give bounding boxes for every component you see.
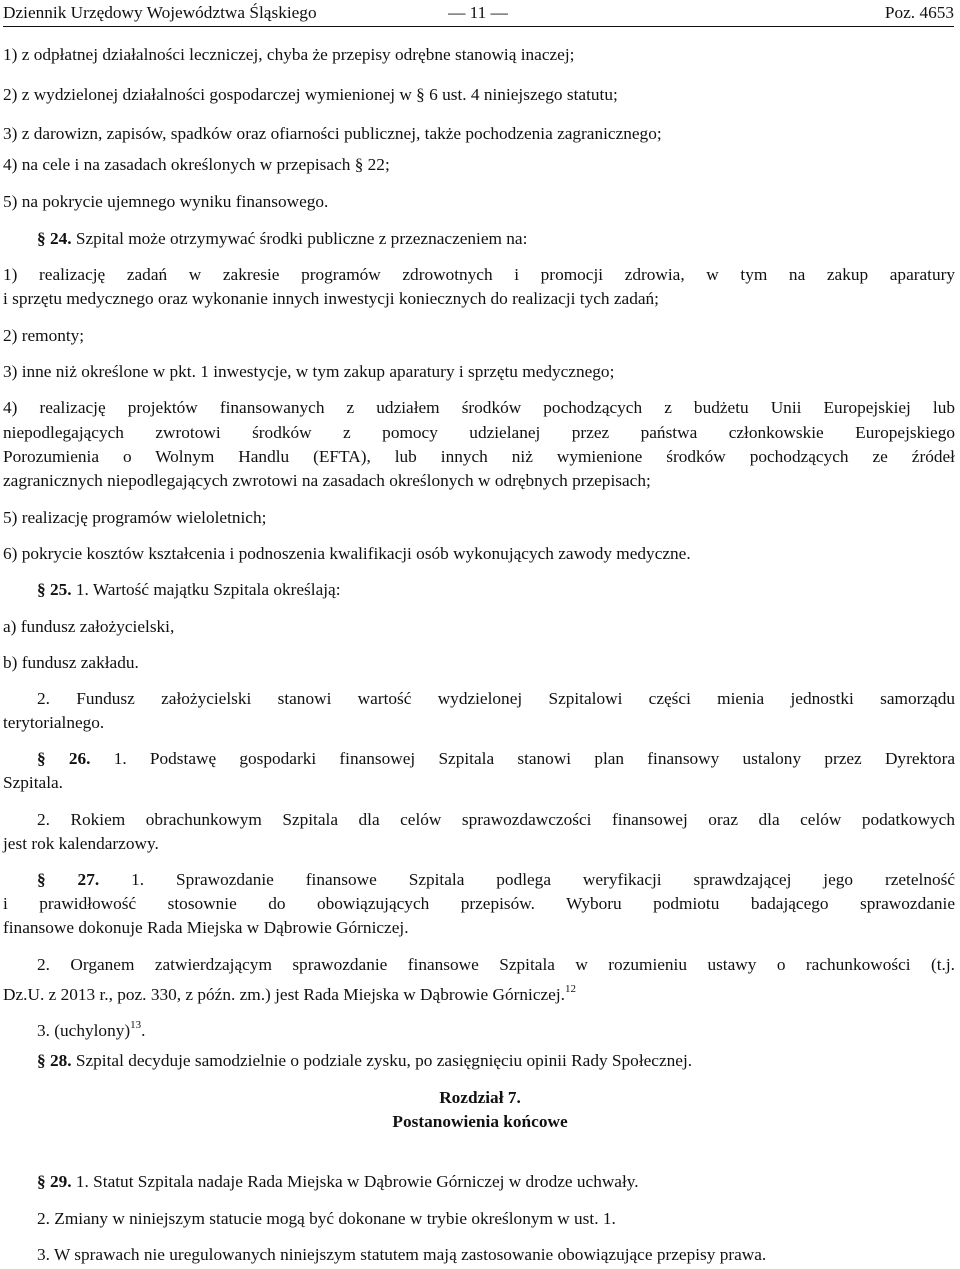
list-item: 2) z wydzielonej działalności gospodarczej wymienionej w § 6 ust. 4 niniejszego statutu; xyxy=(3,85,618,104)
paragraph-text: Szpital decyduje samodzielnie o podziale zysku, po zasięgnięciu opinii Rady Społecznej. xyxy=(71,1051,693,1070)
list-item: 4) realizację projektów finansowanych z udziałem środków pochodzących z budżetu Unii Europejskiej lub xyxy=(3,398,955,417)
chapter-number: Rozdział 7. xyxy=(439,1088,521,1107)
list-item: 1) z odpłatnej działalności leczniczej, chyba że przepisy odrębne stanowią inaczej; xyxy=(3,45,575,64)
paragraph-text: 1. Statut Szpitala nadaje Rada Miejska w Dąbrowie Górniczej w drodze uchwały. xyxy=(71,1172,639,1191)
list-item-continuation: niepodlegających zwrotowi środków z pomocy udzielanej przez państwa członkowskie Europejskiego xyxy=(3,423,955,442)
paragraph-27 xyxy=(37,870,955,890)
list-item-continuation: i sprzętu medycznego oraz wykonanie innych inwestycji koniecznych do realizacji tych zadań; xyxy=(3,289,659,308)
paragraph-text: terytorialnego. xyxy=(3,713,105,732)
list-item: 4) na cele i na zasadach określonych w przepisach § 22; xyxy=(3,155,390,174)
page-number: — 11 — xyxy=(448,3,508,22)
paragraph-text: 2. Fundusz założycielski stanowi wartość wydzielonej Szpitalowi części mienia jednostki samorządu xyxy=(37,689,955,708)
section-number: § 25. xyxy=(37,580,72,599)
journal-title: Dziennik Urzędowy Województwa Śląskiego xyxy=(3,3,317,22)
paragraph-26 xyxy=(37,749,955,769)
paragraph-28 xyxy=(37,1051,692,1071)
paragraph-text: Dz.U. z 2013 r., poz. 330, z późn. zm.) jest Rada Miejska w Dąbrowie Górniczej. xyxy=(3,985,565,1004)
paragraph-text xyxy=(3,979,576,1005)
paragraph-text: 2. Rokiem obrachunkowym Szpitala dla celów sprawozdawczości finansowej oraz dla celów podatkowych xyxy=(37,810,955,829)
section-number: § 26. xyxy=(37,749,91,768)
paragraph-text xyxy=(37,1015,145,1041)
header-rule xyxy=(3,26,954,27)
paragraph-text: . xyxy=(141,1021,146,1040)
paragraph-text: 1. Sprawozdanie finansowe Szpitala podlega weryfikacji sprawdzającej jego rzetelność xyxy=(99,870,956,889)
paragraph-text: Szpital może otrzymywać środki publiczne z przeznaczeniem na: xyxy=(71,229,528,248)
section-number: § 24. xyxy=(37,229,72,248)
paragraph-text: i prawidłowość stosownie do obowiązujących przepisów. Wyboru podmiotu badającego sprawozdanie xyxy=(3,894,955,913)
list-item: 2) remonty; xyxy=(3,326,85,345)
list-item: 5) na pokrycie ujemnego wyniku finansowego. xyxy=(3,192,329,211)
paragraph-29 xyxy=(37,1172,639,1192)
section-number: § 27. xyxy=(37,870,100,889)
chapter-title: Postanowienia końcowe xyxy=(392,1112,568,1131)
paragraph-text: 1. Wartość majątku Szpitala określają: xyxy=(71,580,341,599)
list-item: a) fundusz założycielski, xyxy=(3,617,175,636)
paragraph-text: Szpitala. xyxy=(3,773,63,792)
paragraph-text: jest rok kalendarzowy. xyxy=(3,834,159,853)
footnote-ref[interactable]: 12 xyxy=(564,983,576,995)
list-item: 3) z darowizn, zapisów, spadków oraz ofiarności publicznej, także pochodzenia zagranicznego; xyxy=(3,124,662,143)
list-item: 3) inne niż określone w pkt. 1 inwestycje, w tym zakup aparatury i sprzętu medycznego; xyxy=(3,362,615,381)
paragraph-text: 3. (uchylony) xyxy=(37,1021,131,1040)
list-item: b) fundusz zakładu. xyxy=(3,653,139,672)
paragraph-25 xyxy=(37,580,341,600)
position-number: Poz. 4653 xyxy=(884,3,954,22)
footnote-ref[interactable]: 13 xyxy=(130,1019,142,1031)
paragraph-text: 2. Zmiany w niniejszym statucie mogą być dokonane w trybie określonym w ust. 1. xyxy=(37,1209,616,1228)
paragraph-text: 3. W sprawach nie uregulowanych niniejszym statutem mają zastosowanie obowiązujące przepisy prawa. xyxy=(37,1245,767,1264)
paragraph-24 xyxy=(37,229,527,249)
section-number: § 29. xyxy=(37,1172,72,1191)
paragraph-text: 2. Organem zatwierdzającym sprawozdanie finansowe Szpitala w rozumieniu ustawy o rachunkowości (t.j. xyxy=(37,955,955,974)
paragraph-text: finansowe dokonuje Rada Miejska w Dąbrowie Górniczej. xyxy=(3,918,409,937)
list-item: 6) pokrycie kosztów kształcenia i podnoszenia kwalifikacji osób wykonujących zawody medyczne. xyxy=(3,544,691,563)
paragraph-text: 1. Podstawę gospodarki finansowej Szpitala stanowi plan finansowy ustalony przez Dyrektora xyxy=(90,749,956,768)
section-number: § 28. xyxy=(37,1051,72,1070)
list-item: 1) realizację zadań w zakresie programów zdrowotnych i promocji zdrowia, w tym na zakup aparatury xyxy=(3,265,955,284)
list-item-continuation: Porozumienia o Wolnym Handlu (EFTA), lub innych niż wymienione środków pochodzących ze źródeł xyxy=(3,447,955,466)
list-item: 5) realizację programów wieloletnich; xyxy=(3,508,267,527)
list-item-continuation: zagranicznych niepodlegających zwrotowi na zasadach określonych w odrębnych przepisach; xyxy=(3,471,651,490)
